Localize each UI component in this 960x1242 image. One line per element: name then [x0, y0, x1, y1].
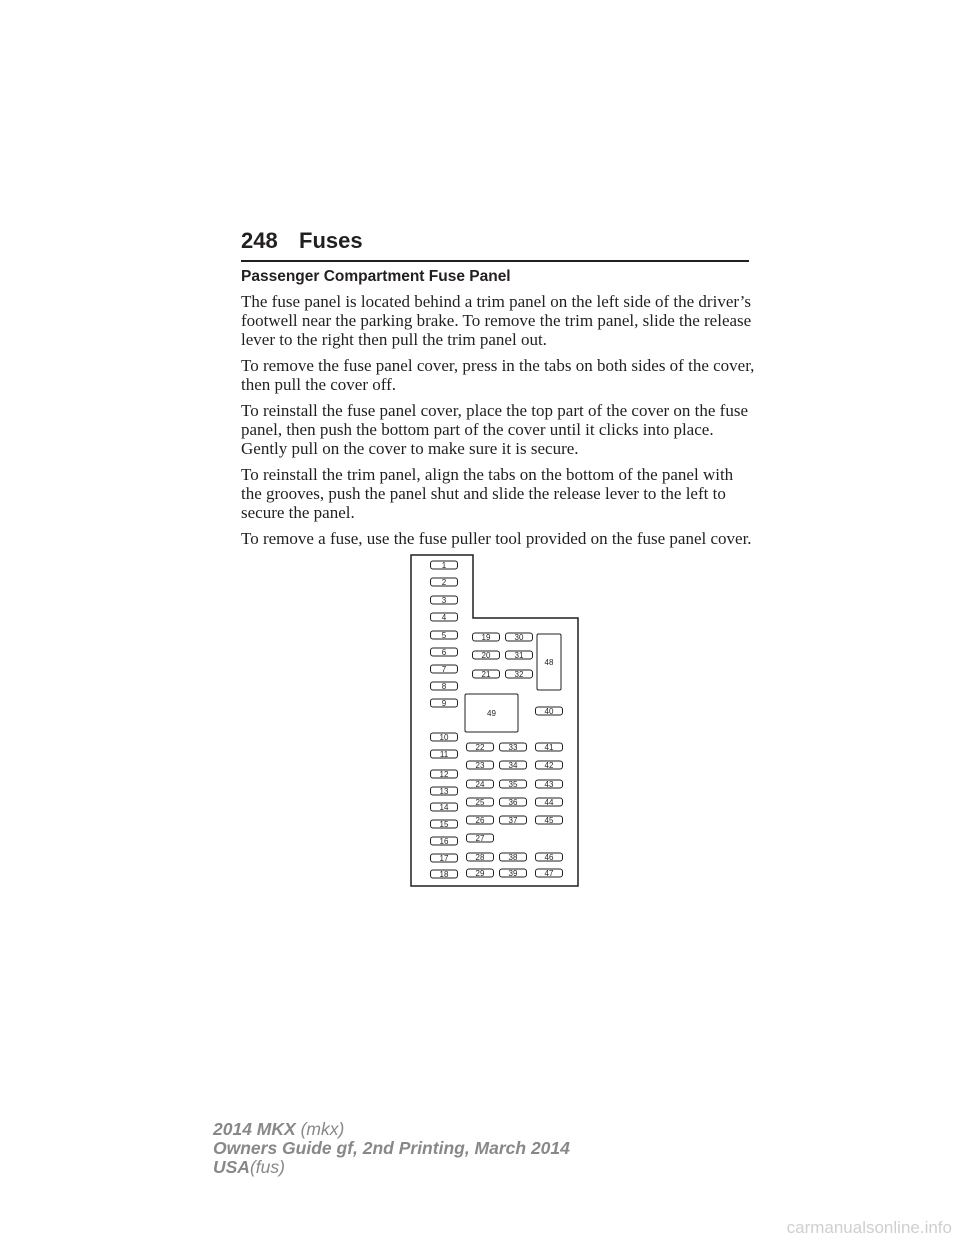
fuse-17-label: 17 — [439, 853, 449, 863]
fuse-12 — [431, 770, 458, 779]
fuse-28-label: 28 — [475, 852, 485, 862]
fuse-18 — [431, 870, 458, 879]
fuse-9 — [431, 699, 458, 708]
fuse-11-label: 11 — [439, 749, 449, 759]
paragraph-remove-fuse: To remove a fuse, use the fuse puller tool provided on the fuse panel cover. — [241, 529, 752, 548]
relay-48-label: 48 — [544, 658, 554, 667]
footer-model-code: (mkx) — [300, 1119, 345, 1139]
fuse-25-label: 25 — [475, 797, 485, 807]
fuse-4 — [431, 613, 458, 622]
fuse-43-label: 43 — [544, 779, 554, 789]
fuse-41-label: 41 — [544, 742, 554, 752]
fuse-4-label: 4 — [441, 612, 447, 622]
fuse-41 — [536, 743, 563, 752]
fuse-1-label: 1 — [441, 560, 447, 570]
fuse-44 — [536, 798, 563, 807]
fuse-23-label: 23 — [475, 760, 485, 770]
fuse-38 — [500, 853, 527, 862]
fuse-19 — [473, 633, 500, 642]
fuse-16-label: 16 — [439, 836, 449, 846]
fuse-15-label: 15 — [439, 819, 449, 829]
fuse-24 — [467, 780, 494, 789]
fuse-8 — [431, 682, 458, 691]
footer-edition: Owners Guide gf, 2nd Printing, March 2014 — [213, 1138, 570, 1158]
fuse-44-label: 44 — [544, 797, 554, 807]
fuse-27 — [467, 834, 494, 843]
paragraph-location: The fuse panel is located behind a trim panel on the left side of the driver’s footwell near the parking brake. To remove the trim panel, slide the release lever to the right then pull the trim panel out. — [241, 292, 752, 349]
fuse-30-label: 30 — [514, 632, 524, 642]
fuse-11 — [431, 750, 458, 759]
paragraph-reinstall-trim: To reinstall the trim panel, align the tabs on the bottom of the panel with the grooves, push the panel shut and slide the release lever to the left to secure the panel. — [241, 465, 734, 522]
fuse-37 — [500, 816, 527, 825]
fuse-20-label: 20 — [481, 650, 491, 660]
fuse-14 — [431, 803, 458, 812]
fuse-19-label: 19 — [481, 632, 491, 642]
fuse-10-label: 10 — [439, 732, 449, 742]
fuse-36-label: 36 — [508, 797, 518, 807]
fuse-16 — [431, 837, 458, 846]
fuse-29 — [467, 869, 494, 878]
fuse-21-label: 21 — [481, 669, 491, 679]
fuse-28 — [467, 853, 494, 862]
fuse-33-label: 33 — [508, 742, 518, 752]
fuse-37-label: 37 — [508, 815, 518, 825]
fuse-42-label: 42 — [544, 760, 554, 770]
fuse-47-label: 47 — [544, 868, 554, 878]
fuse-31 — [506, 651, 533, 660]
footer-model: 2014 MKX — [213, 1119, 296, 1139]
fuse-21 — [473, 670, 500, 679]
fuse-39 — [500, 869, 527, 878]
relay-49-label: 49 — [487, 709, 496, 718]
fuse-35 — [500, 780, 527, 789]
fuse-23 — [467, 761, 494, 770]
fuse-46-label: 46 — [544, 852, 554, 862]
fuse-32-label: 32 — [514, 669, 524, 679]
fuse-2 — [431, 578, 458, 587]
fuse-8-label: 8 — [441, 681, 447, 691]
fuse-43 — [536, 780, 563, 789]
fuse-22-label: 22 — [475, 742, 485, 752]
fuse-10 — [431, 733, 458, 742]
fuse-39-label: 39 — [508, 868, 518, 878]
fuse-36 — [500, 798, 527, 807]
paragraph-reinstall-cover: To reinstall the fuse panel cover, place the top part of the cover on the fuse panel, then push the bottom part of the cover until it clicks into place. Gently pull on the cover to make sure it is secure. — [241, 401, 748, 458]
fuse-46 — [536, 853, 563, 862]
fuse-34 — [500, 761, 527, 770]
fuse-1 — [431, 561, 458, 570]
fuse-5 — [431, 631, 458, 640]
fuse-26 — [467, 816, 494, 825]
fuse-25 — [467, 798, 494, 807]
fuse-32 — [506, 670, 533, 679]
fuse-45 — [536, 816, 563, 825]
watermark: carmanualsonline.info — [786, 1218, 952, 1237]
section-title: Fuses — [299, 228, 363, 253]
fuse-24-label: 24 — [475, 779, 485, 789]
fuse-15 — [431, 820, 458, 829]
fuse-29-label: 29 — [475, 868, 485, 878]
fuse-47 — [536, 869, 563, 878]
page-header — [241, 228, 749, 262]
relay-49 — [465, 694, 518, 732]
fuse-3-label: 3 — [441, 595, 447, 605]
fuse-27-label: 27 — [475, 833, 485, 843]
fuse-9-label: 9 — [441, 698, 447, 708]
footer-market-code: (fus) — [249, 1157, 285, 1177]
fuse-18-label: 18 — [439, 869, 449, 879]
fuse-40-label: 40 — [544, 706, 554, 716]
fuse-13 — [431, 787, 458, 796]
header-rule — [241, 260, 749, 262]
fuse-33 — [500, 743, 527, 752]
fuse-14-label: 14 — [439, 802, 449, 812]
fuse-6 — [431, 648, 458, 657]
subheading: Passenger Compartment Fuse Panel — [241, 268, 511, 285]
page-number: 248 — [241, 228, 278, 253]
fuse-40 — [536, 707, 563, 716]
fuse-17 — [431, 854, 458, 863]
fuse-6-label: 6 — [441, 647, 447, 657]
fuse-45-label: 45 — [544, 815, 554, 825]
fuse-2-label: 2 — [441, 577, 447, 587]
fuse-31-label: 31 — [514, 650, 524, 660]
relay-48 — [537, 634, 561, 690]
main-content — [241, 268, 756, 555]
fuse-30 — [506, 633, 533, 642]
fuse-13-label: 13 — [439, 786, 449, 796]
fuse-3 — [431, 596, 458, 605]
fuse-34-label: 34 — [508, 760, 518, 770]
paragraph-remove-cover: To remove the fuse panel cover, press in the tabs on both sides of the cover, then pull the cover off. — [241, 356, 755, 394]
fuse-panel-diagram — [409, 553, 581, 889]
fuse-7 — [431, 665, 458, 674]
footer-market: USA — [213, 1157, 250, 1177]
fuse-12-label: 12 — [439, 769, 449, 779]
fuse-42 — [536, 761, 563, 770]
fuse-7-label: 7 — [441, 664, 447, 674]
fuse-22 — [467, 743, 494, 752]
fuse-20 — [473, 651, 500, 660]
fuse-26-label: 26 — [475, 815, 485, 825]
fuse-5-label: 5 — [441, 630, 447, 640]
fuse-35-label: 35 — [508, 779, 518, 789]
fuse-38-label: 38 — [508, 852, 518, 862]
footer — [213, 1120, 570, 1177]
